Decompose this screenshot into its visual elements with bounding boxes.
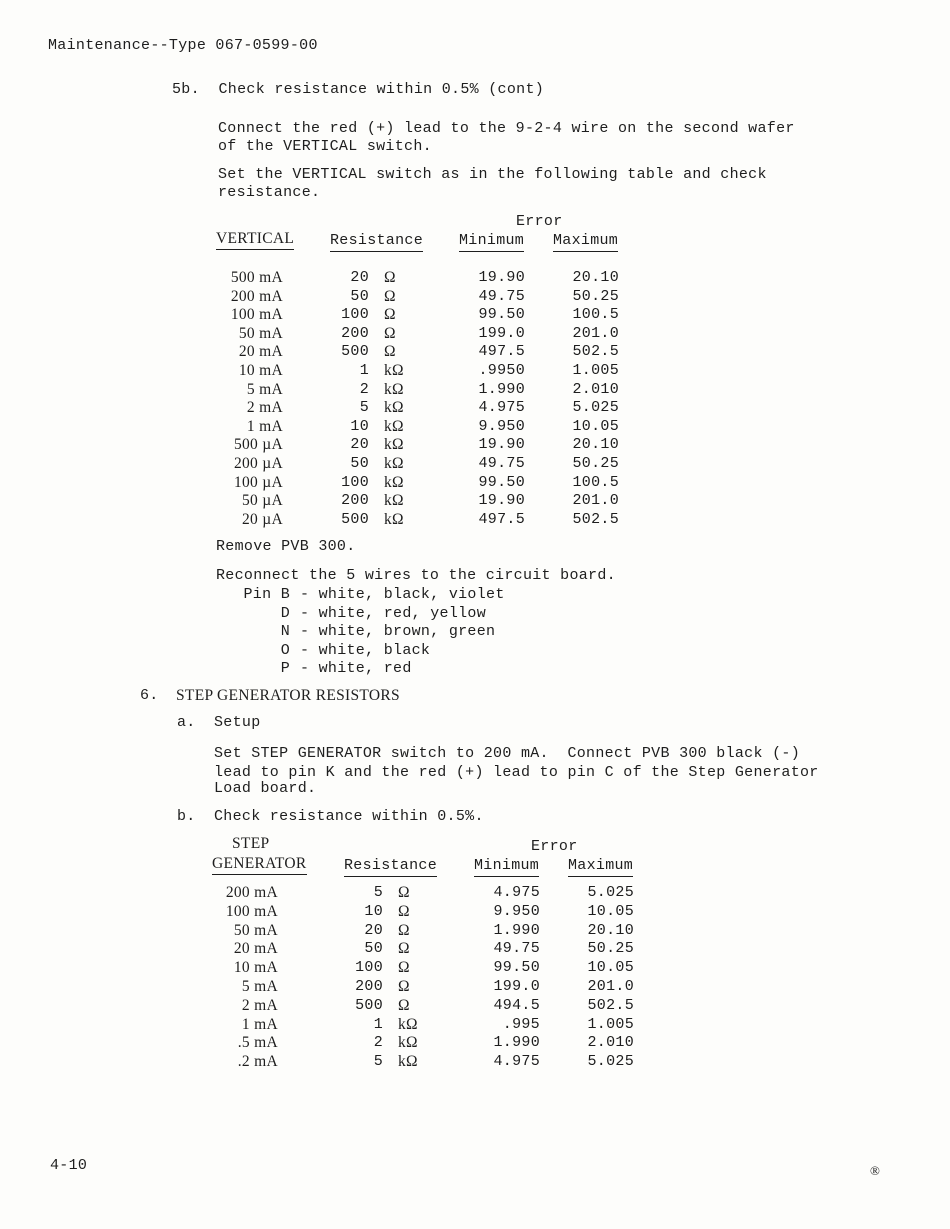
table1-unit: kΩ bbox=[384, 417, 404, 435]
table2-minimum: 9.950 bbox=[493, 902, 540, 920]
table1-row bbox=[0, 511, 950, 530]
table2-col-step: STEP bbox=[232, 835, 270, 852]
table1-resistance: 500 bbox=[341, 343, 369, 361]
table1-resistance: 5 bbox=[359, 399, 369, 417]
table2-row bbox=[0, 978, 950, 997]
table1-resistance: 2 bbox=[359, 380, 369, 398]
table2-maximum: 10.05 bbox=[587, 959, 634, 977]
table2-row bbox=[0, 940, 950, 959]
table1-resistance: 20 bbox=[350, 269, 369, 286]
table1-resistance: 20 bbox=[350, 436, 369, 454]
table1-minimum: 99.50 bbox=[478, 306, 525, 324]
table1-unit: kΩ bbox=[384, 454, 404, 472]
table2-maximum: 502.5 bbox=[587, 996, 634, 1014]
step-5b-heading: 5b. Check resistance within 0.5% (cont) bbox=[172, 81, 545, 98]
table1-setting: 200 µA bbox=[233, 454, 283, 472]
table2-setting: 1 mA bbox=[241, 1015, 278, 1033]
table2-row bbox=[0, 959, 950, 978]
table2-unit: Ω bbox=[398, 977, 410, 995]
pin-wire-colors: - white, red, yellow bbox=[300, 604, 487, 622]
table1-row bbox=[0, 343, 950, 362]
table1-maximum: 2.010 bbox=[572, 380, 619, 398]
step-6a-line1: Set STEP GENERATOR switch to 200 mA. Connect PVB 300 black (-) bbox=[214, 745, 800, 762]
table2-unit: Ω bbox=[398, 940, 410, 958]
table2-minimum: 99.50 bbox=[493, 959, 540, 977]
table2-row bbox=[0, 903, 950, 922]
table2-resistance: 1 bbox=[373, 1015, 383, 1033]
pin-wire-colors: - white, red bbox=[300, 660, 412, 677]
step-5b-para2-line2: resistance. bbox=[218, 184, 321, 201]
reconnect-instruction: Reconnect the 5 wires to the circuit board. bbox=[216, 567, 616, 584]
pin-wire-colors: - white, black, violet bbox=[300, 586, 505, 603]
step-6b-title: Check resistance within 0.5%. bbox=[214, 808, 484, 825]
table1-minimum: 497.5 bbox=[478, 343, 525, 361]
step-5b-para2-line1: Set the VERTICAL switch as in the following table and check bbox=[218, 166, 767, 183]
table1-unit: Ω bbox=[384, 269, 396, 286]
step-5b-para1-line1: Connect the red (+) lead to the 9-2-4 wire on the second wafer bbox=[218, 120, 795, 137]
table1-setting: 5 mA bbox=[246, 380, 283, 398]
table1-unit: kΩ bbox=[384, 380, 404, 398]
table2-setting: 50 mA bbox=[233, 921, 278, 939]
table2-body bbox=[0, 884, 950, 1072]
table2-resistance: 5 bbox=[373, 1053, 383, 1071]
table1-resistance: 200 bbox=[341, 492, 369, 510]
table1-col-maximum: Maximum bbox=[553, 232, 618, 252]
table1-setting: 1 mA bbox=[246, 417, 283, 435]
table2-setting: 100 mA bbox=[225, 902, 278, 920]
table1-col-minimum: Minimum bbox=[459, 232, 524, 252]
table2-maximum: 10.05 bbox=[587, 902, 634, 920]
table1-setting: 500 mA bbox=[230, 269, 283, 286]
table1-minimum: 19.90 bbox=[478, 269, 525, 286]
table1-setting: 50 mA bbox=[238, 324, 283, 342]
table1-minimum: 199.0 bbox=[478, 324, 525, 342]
table1-setting: 20 mA bbox=[238, 343, 283, 361]
pin-label: P bbox=[280, 660, 290, 677]
step-5b-para1-line2: of the VERTICAL switch. bbox=[218, 138, 432, 155]
table2-minimum: 49.75 bbox=[493, 940, 540, 958]
table1-resistance: 100 bbox=[341, 306, 369, 324]
table1-setting: 100 mA bbox=[230, 306, 283, 324]
table1-setting: 200 mA bbox=[230, 287, 283, 305]
table1-unit: Ω bbox=[384, 287, 396, 305]
table2-setting: .2 mA bbox=[237, 1053, 278, 1071]
pin-label: O bbox=[280, 641, 290, 659]
table1-minimum: 49.75 bbox=[478, 454, 525, 472]
table1-maximum: 100.5 bbox=[572, 306, 619, 324]
table1-row bbox=[0, 381, 950, 400]
table2-unit: kΩ bbox=[398, 1053, 418, 1071]
table2-unit: Ω bbox=[398, 996, 410, 1014]
table1-unit: kΩ bbox=[384, 510, 404, 528]
remove-instruction: Remove PVB 300. bbox=[216, 538, 356, 555]
table2-minimum: 1.990 bbox=[493, 921, 540, 939]
table1-maximum: 502.5 bbox=[572, 510, 619, 528]
table2-maximum: 2.010 bbox=[587, 1034, 634, 1052]
table1-minimum: 19.90 bbox=[478, 492, 525, 510]
table2-setting: 20 mA bbox=[233, 940, 278, 958]
table1-setting: 10 mA bbox=[238, 361, 283, 379]
table2-resistance: 2 bbox=[373, 1034, 383, 1052]
table1-minimum: 497.5 bbox=[478, 510, 525, 528]
table2-minimum: 199.0 bbox=[493, 977, 540, 995]
table1-row bbox=[0, 418, 950, 437]
table2-setting: 200 mA bbox=[225, 884, 278, 901]
table1-maximum: 5.025 bbox=[572, 399, 619, 417]
pin-label: Pin B bbox=[243, 586, 290, 603]
table1-row bbox=[0, 269, 950, 288]
table1-minimum: 99.50 bbox=[478, 473, 525, 491]
table2-setting: 5 mA bbox=[241, 977, 278, 995]
table2-resistance: 10 bbox=[364, 902, 383, 920]
table1-minimum: .9950 bbox=[478, 361, 525, 379]
table2-minimum: 1.990 bbox=[493, 1034, 540, 1052]
table1-setting: 2 mA bbox=[246, 399, 283, 417]
table1-minimum: 49.75 bbox=[478, 287, 525, 305]
table1-row bbox=[0, 325, 950, 344]
running-header: Maintenance--Type 067-0599-00 bbox=[48, 37, 318, 54]
table2-row bbox=[0, 1016, 950, 1035]
table2-col-minimum: Minimum bbox=[474, 857, 539, 877]
table2-row bbox=[0, 1034, 950, 1053]
table2-col-maximum: Maximum bbox=[568, 857, 633, 877]
table2-row bbox=[0, 922, 950, 941]
table1-minimum: 9.950 bbox=[478, 417, 525, 435]
table1-resistance: 200 bbox=[341, 324, 369, 342]
table1-body bbox=[0, 269, 950, 529]
table1-unit: kΩ bbox=[384, 436, 404, 454]
table1-minimum: 4.975 bbox=[478, 399, 525, 417]
table1-col-vertical: VERTICAL bbox=[216, 230, 294, 250]
table2-minimum: 494.5 bbox=[493, 996, 540, 1014]
table1-row bbox=[0, 306, 950, 325]
table2-resistance: 20 bbox=[364, 921, 383, 939]
table1-maximum: 201.0 bbox=[572, 324, 619, 342]
step-6-number: 6. bbox=[140, 687, 159, 704]
table2-unit: kΩ bbox=[398, 1034, 418, 1052]
table2-minimum: 4.975 bbox=[493, 1053, 540, 1071]
table1-maximum: 502.5 bbox=[572, 343, 619, 361]
table1-row bbox=[0, 362, 950, 381]
table2-maximum: 20.10 bbox=[587, 921, 634, 939]
table1-unit: kΩ bbox=[384, 492, 404, 510]
step-6a-line3: Load board. bbox=[214, 780, 317, 797]
table1-resistance: 50 bbox=[350, 454, 369, 472]
table1-resistance: 10 bbox=[350, 417, 369, 435]
table2-setting: 2 mA bbox=[241, 996, 278, 1014]
table2-row bbox=[0, 1053, 950, 1072]
table1-error-label: Error bbox=[516, 213, 563, 230]
step-6a-line2: lead to pin K and the red (+) lead to pin C of the Step Generator bbox=[214, 764, 819, 781]
table2-col-resistance: Resistance bbox=[344, 857, 437, 877]
table2-unit: kΩ bbox=[398, 1015, 418, 1033]
table2-row bbox=[0, 997, 950, 1016]
table2-unit: Ω bbox=[398, 959, 410, 977]
step-6a-label: a. bbox=[177, 714, 196, 731]
table1-setting: 20 µA bbox=[242, 510, 283, 528]
table1-resistance: 1 bbox=[359, 361, 369, 379]
table1-maximum: 50.25 bbox=[572, 454, 619, 472]
table2-resistance: 5 bbox=[373, 884, 383, 901]
table1-maximum: 201.0 bbox=[572, 492, 619, 510]
table1-row bbox=[0, 436, 950, 455]
table2-maximum: 5.025 bbox=[587, 1053, 634, 1071]
table1-col-resistance: Resistance bbox=[330, 232, 423, 252]
table1-setting: 50 µA bbox=[242, 492, 283, 510]
table1-minimum: 19.90 bbox=[478, 436, 525, 454]
table1-maximum: 50.25 bbox=[572, 287, 619, 305]
table1-maximum: 20.10 bbox=[572, 436, 619, 454]
table1-row bbox=[0, 399, 950, 418]
table2-resistance: 50 bbox=[364, 940, 383, 958]
table1-resistance: 100 bbox=[341, 473, 369, 491]
table1-row bbox=[0, 492, 950, 511]
pin-label: D bbox=[280, 604, 290, 622]
step-6-title: STEP GENERATOR RESISTORS bbox=[176, 687, 400, 704]
table1-minimum: 1.990 bbox=[478, 380, 525, 398]
table2-setting: 10 mA bbox=[233, 959, 278, 977]
table1-maximum: 100.5 bbox=[572, 473, 619, 491]
table1-resistance: 50 bbox=[350, 287, 369, 305]
table1-unit: kΩ bbox=[384, 399, 404, 417]
table2-maximum: 5.025 bbox=[587, 884, 634, 901]
table1-unit: Ω bbox=[384, 324, 396, 342]
table1-unit: kΩ bbox=[384, 361, 404, 379]
table1-unit: Ω bbox=[384, 306, 396, 324]
table2-col-generator: GENERATOR bbox=[212, 855, 307, 875]
table2-maximum: 1.005 bbox=[587, 1015, 634, 1033]
table2-unit: Ω bbox=[398, 884, 410, 901]
pin-label: N bbox=[280, 623, 290, 640]
table1-row bbox=[0, 288, 950, 307]
table1-setting: 100 µA bbox=[233, 473, 283, 491]
table1-unit: Ω bbox=[384, 343, 396, 361]
table2-minimum: .995 bbox=[502, 1015, 540, 1033]
pin-wire-colors: - white, black bbox=[300, 641, 431, 659]
table2-resistance: 100 bbox=[355, 959, 383, 977]
table1-setting: 500 µA bbox=[233, 436, 283, 454]
table2-unit: Ω bbox=[398, 921, 410, 939]
table1-row bbox=[0, 455, 950, 474]
registered-mark: ® bbox=[870, 1163, 881, 1178]
table2-maximum: 50.25 bbox=[587, 940, 634, 958]
table1-resistance: 500 bbox=[341, 510, 369, 528]
table2-setting: .5 mA bbox=[237, 1034, 278, 1052]
table2-error-label: Error bbox=[531, 838, 578, 855]
table2-row bbox=[0, 884, 950, 903]
table1-unit: kΩ bbox=[384, 473, 404, 491]
table2-resistance: 500 bbox=[355, 996, 383, 1014]
table2-minimum: 4.975 bbox=[493, 884, 540, 901]
table1-maximum: 10.05 bbox=[572, 417, 619, 435]
table1-row bbox=[0, 474, 950, 493]
table2-maximum: 201.0 bbox=[587, 977, 634, 995]
table2-resistance: 200 bbox=[355, 977, 383, 995]
pin-wire-colors: - white, brown, green bbox=[300, 623, 496, 640]
table2-unit: Ω bbox=[398, 902, 410, 920]
step-6a-title: Setup bbox=[214, 714, 261, 731]
step-6b-label: b. bbox=[177, 808, 196, 825]
page-number: 4-10 bbox=[50, 1157, 88, 1174]
table1-maximum: 20.10 bbox=[572, 269, 619, 286]
table1-maximum: 1.005 bbox=[572, 361, 619, 379]
